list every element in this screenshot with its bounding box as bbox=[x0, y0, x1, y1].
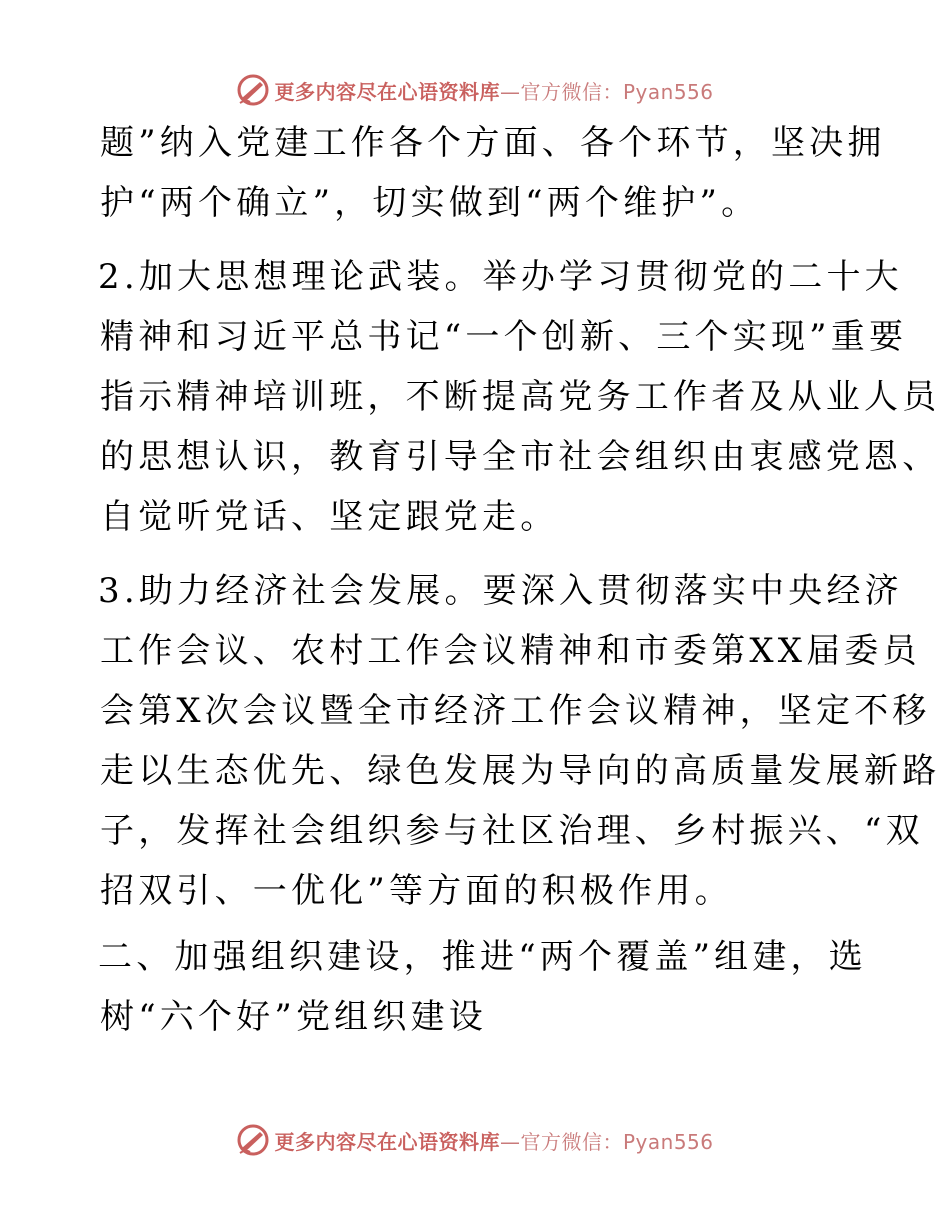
pen-seal-icon bbox=[236, 1123, 270, 1157]
footer-watermark bbox=[0, 1120, 950, 1160]
watermark-contact-label: 官方微信： bbox=[520, 79, 623, 104]
watermark-separator: — bbox=[499, 1129, 521, 1154]
watermark-text bbox=[274, 1126, 713, 1155]
body-line: 题”纳入党建工作各个方面、各个环节，坚决拥 bbox=[100, 123, 886, 163]
pen-seal-icon bbox=[236, 73, 270, 107]
header-watermark bbox=[0, 70, 950, 110]
body-line: 走以生态优先、绿色发展为导向的高质量发展新路 bbox=[100, 751, 941, 791]
body-line: 的思想认识，教育引导全市社会组织由衷感党恩、 bbox=[100, 437, 941, 477]
body-line: 招双引、一优化”等方面的积极作用。 bbox=[100, 871, 733, 911]
body-line: 3.助力经济社会发展。要深入贯彻落实中央经济 bbox=[98, 571, 903, 611]
body-line: 子，发挥社会组织参与社区治理、乡村振兴、“双 bbox=[100, 811, 924, 851]
body-line: 树“六个好”党组织建设 bbox=[100, 997, 487, 1037]
body-line: 自觉听党话、坚定跟党走。 bbox=[100, 497, 559, 537]
watermark-contact-value: Pyan556 bbox=[622, 79, 714, 104]
body-line: 会第X次会议暨全市经济工作会议精神，坚定不移 bbox=[100, 691, 931, 731]
body-line: 护“两个确立”，切实做到“两个维护”。 bbox=[100, 183, 760, 223]
watermark-contact-label: 官方微信： bbox=[520, 1129, 623, 1154]
body-line: 工作会议、农村工作会议精神和市委第XX届委员 bbox=[100, 631, 921, 671]
watermark-separator: — bbox=[499, 79, 521, 104]
body-line: 指示精神培训班，不断提高党务工作者及从业人员 bbox=[100, 377, 941, 417]
body-line: 精神和习近平总书记“一个创新、三个实现”重要 bbox=[100, 317, 908, 357]
watermark-contact-value: Pyan556 bbox=[622, 1129, 714, 1154]
watermark-text bbox=[274, 76, 713, 105]
body-line: 2.加大思想理论武装。举办学习贯彻党的二十大 bbox=[98, 257, 903, 297]
body-line: 二、加强组织建设，推进“两个覆盖”组建，选 bbox=[98, 937, 867, 977]
watermark-brand: 更多内容尽在心语资料库 bbox=[274, 1129, 500, 1154]
watermark-brand: 更多内容尽在心语资料库 bbox=[274, 79, 500, 104]
